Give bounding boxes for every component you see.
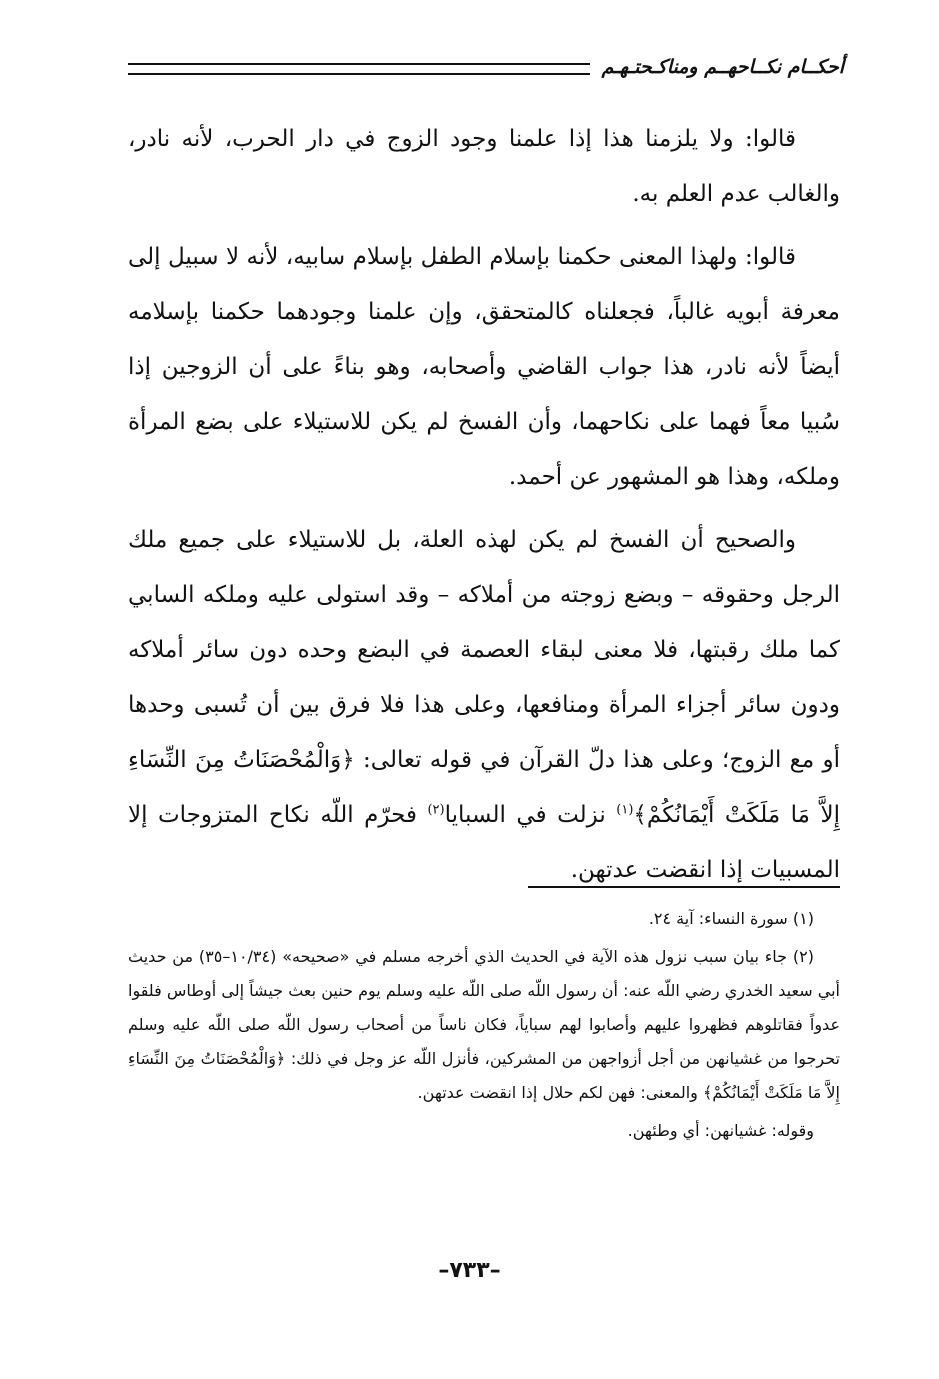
running-header xyxy=(128,52,844,82)
footnote-separator xyxy=(528,886,840,888)
footnote-1: (١) سورة النساء: آية ٢٤. xyxy=(648,909,814,928)
main-text xyxy=(128,112,840,906)
footnote-2: (٢) جاء بيان سبب نزول هذه الآية في الحديث الذي أخرجه مسلم في «صحيحه» (١٠/٣٤–٣٥) من حديث أبي سعيد الخدري رضي اللّه عنه: أن رسول اللّه صلى اللّه عليه وسلم يوم حنين بعث جيشاً إلى أوطاس فلقوا عدواً فقاتلوهم فظهروا عليهم وأصابوا لهم سباياً، فكان ناساً من أصحاب رسول اللّه صلى اللّه عليه وسلم تحرجوا من غشيانهن من أجل أزواجهن من المشركين، فأنزل اللّه عز وجل في ذلك: ﴿وَالْمُحْصَنَاتُ مِنَ النِّسَاءِ إِلاَّ مَا مَلَكَتْ أَيْمَانُكُمْ﴾ والمعنى: فهن لكم حلال إذا انقضت عدتهن. xyxy=(128,947,840,1102)
footnote-ref-1[interactable]: (١) xyxy=(616,802,634,818)
running-header-title: أحكــام نكــاحهــم ومناكـحتـهـم xyxy=(601,56,844,78)
quran-verse: ﴿وَالْمُحْصَنَاتُ مِنَ النِّسَاءِ إِلاَّ مَا مَلَكَتْ أَيْمَانُكُمْ﴾ xyxy=(128,747,840,828)
paragraph-3-continuation: نزلت في السبايا xyxy=(444,802,606,828)
paragraph-3-end: فحرّم اللّه نكاح المتزوجات إلا المسبيات إذا انقضت عدتهن. xyxy=(128,802,840,883)
page-number: –٧٣٣– xyxy=(438,1258,501,1283)
paragraph-2: قالوا: ولهذا المعنى حكمنا بإسلام الطفل بإسلام سابيه، لأنه لا سبيل إلى معرفة أبويه غالباً، فجعلناه كالمتحقق، وإن علمنا وجودهما حكمنا بإسلامه أيضاً لأنه نادر، هذا جواب القاضي وأصحابه، وهو بناءً على أن الزوجين إذا سُبيا معاً فهما على نكاحهما، وأن الفسخ لم يكن للاستيلاء على بضع المرأة وملكه، وهذا هو المشهور عن أحمد. xyxy=(128,244,840,490)
footnotes xyxy=(128,902,840,1152)
paragraph-1: قالوا: ولا يلزمنا هذا إذا علمنا وجود الزوج في دار الحرب، لأنه نادر، والغالب عدم العلم به. xyxy=(128,126,840,207)
paragraph-3-text: والصحيح أن الفسخ لم يكن لهذه العلة، بل للاستيلاء على جميع ملك الرجل وحقوقه – وبضع زوجته من أملاكه – وقد استولى عليه وملكه السابي كما ملك رقبتها، فلا معنى لبقاء العصمة في البضع وحده دون سائر أملاكه ودون سائر أجزاء المرأة ومنافعها، وعلى هذا فلا فرق بين أن تُسبى وحدها أو مع الزوج؛ وعلى هذا دلّ القرآن في قوله تعالى: xyxy=(128,527,840,773)
paragraph-3 xyxy=(128,513,840,898)
footnote-2-continuation: وقوله: غشيانهن: أي وطئهن. xyxy=(627,1121,814,1140)
header-double-rule xyxy=(128,63,590,75)
footnote-ref-2[interactable]: (٢) xyxy=(427,802,445,818)
